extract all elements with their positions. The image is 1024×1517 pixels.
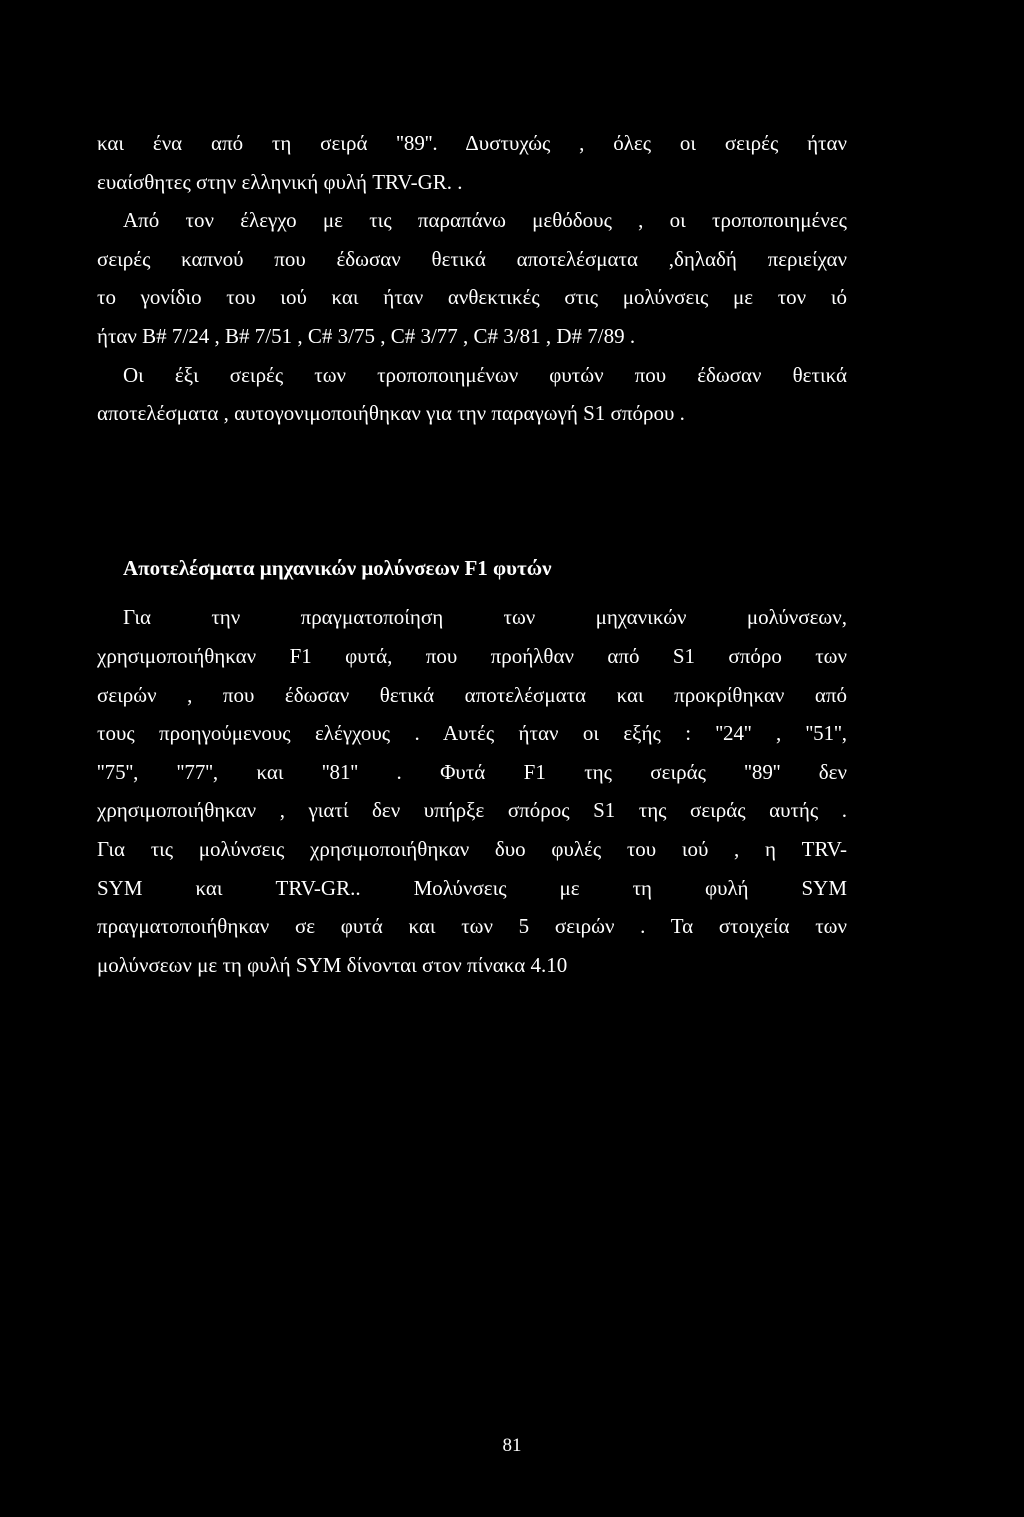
para3-line-4: τους προηγούμενους ελέγχους . Αυτές ήταν οι εξής : ''24'' , ''51'', [97, 721, 847, 746]
section-heading: Αποτελέσματα μηχανικών μολύνσεων F1 φυτών [123, 555, 552, 580]
para2-line-1: Οι έξι σειρές των τροποποιημένων φυτών που έδωσαν θετικά [123, 362, 847, 387]
intro-line-1: και ένα από τη σειρά ''89''. Δυστυχώς , όλες οι σειρές ήταν [97, 131, 847, 155]
para3-line-8: SYM και TRV-GR.. Μολύνσεις με τη φυλή SYM [97, 875, 847, 900]
document-page [97, 124, 847, 984]
section-spacer [97, 433, 847, 549]
para3-line-7: Για τις μολύνσεις χρησιμοποιήθηκαν δυο φυλές του ιού , η TRV- [97, 836, 847, 861]
para3-line-3: σειρών , που έδωσαν θετικά αποτελέσματα και προκρίθηκαν από [97, 682, 847, 707]
para3-line-10: μολύνσεων με τη φυλή SYM δίνονται στον πίνακα 4.10 [97, 952, 568, 977]
para1-line-1: Από τον έλεγχο με τις παραπάνω μεθόδους , οι τροποποιημένες [123, 208, 847, 233]
para3-line-5: ''75'', ''77'', και ''81'' . Φυτά F1 της σειράς ''89'' δεν [97, 759, 847, 784]
para3-line-2: χρησιμοποιήθηκαν F1 φυτά, που προήλθαν από S1 σπόρο των [97, 643, 847, 668]
para1-line-4: ήταν B# 7/24 , B# 7/51 , C# 3/75 , C# 3/77 , C# 3/81 , D# 7/89 . [97, 323, 636, 348]
para3-line-1: Για την πραγματοποίηση των μηχανικών μολύνσεων, [123, 605, 847, 630]
para1-line-3: το γονίδιο του ιού και ήταν ανθεκτικές στις μολύνσεις με τον ιό [97, 285, 847, 310]
para3-line-6: χρησιμοποιήθηκαν , γιατί δεν υπήρξε σπόρος S1 της σειράς αυτής . [97, 798, 847, 823]
para3-line-9: πραγματοποιήθηκαν σε φυτά και των 5 σειρών . Τα στοιχεία των [97, 914, 847, 939]
para2-line-2: αποτελέσματα , αυτογονιμοποιήθηκαν για την παραγωγή S1 σπόρου . [97, 401, 685, 426]
intro-line-2: ευαίσθητες στην ελληνική φυλή TRV-GR. . [97, 169, 463, 194]
para1-line-2: σειρές καπνού που έδωσαν θετικά αποτελέσματα ,δηλαδή περιείχαν [97, 246, 847, 271]
page-number: 81 [502, 1435, 522, 1456]
